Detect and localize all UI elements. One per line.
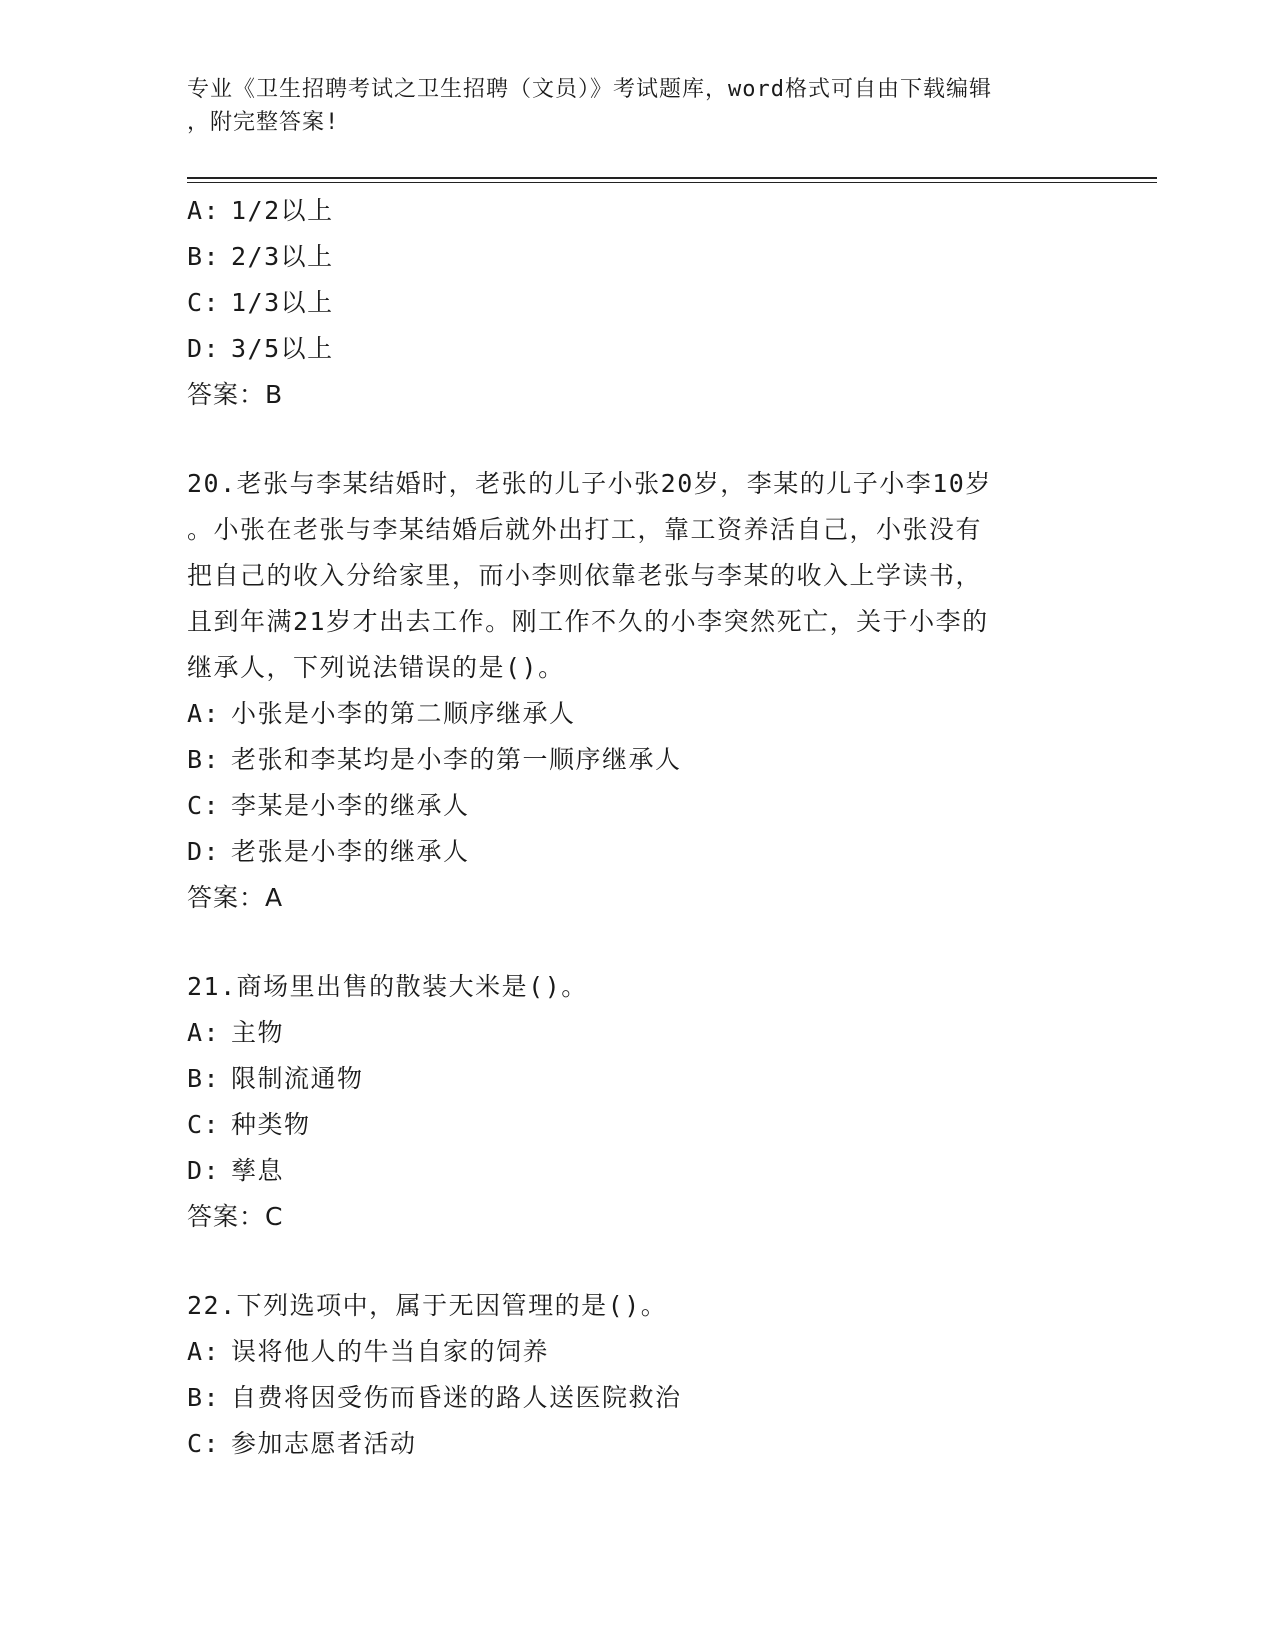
option-a: A: 1/2以上 [187, 196, 334, 225]
answer-line: 答案：B [187, 380, 284, 409]
option-d: D: 孳息 [187, 1156, 285, 1185]
question-19-tail [187, 188, 1087, 418]
question-content [187, 188, 1087, 1467]
option-b: B: 限制流通物 [187, 1064, 364, 1093]
question-21 [187, 964, 1087, 1240]
question-stem-line: 22.下列选项中，属于无因管理的是()。 [187, 1291, 668, 1320]
question-stem-line: 继承人，下列说法错误的是()。 [187, 653, 565, 682]
option-d: D: 3/5以上 [187, 334, 334, 363]
question-22 [187, 1283, 1087, 1467]
question-stem-line: 且到年满21岁才出去工作。刚工作不久的小李突然死亡，关于小李的 [187, 607, 989, 636]
option-c: C: 种类物 [187, 1110, 311, 1139]
document-header [187, 73, 1087, 139]
question-stem-line: 把自己的收入分给家里，而小李则依靠老张与李某的收入上学读书， [187, 561, 983, 590]
question-20 [187, 461, 1087, 921]
option-c: C: 参加志愿者活动 [187, 1429, 417, 1458]
option-c: C: 李某是小李的继承人 [187, 791, 470, 820]
option-b: B: 自费将因受伤而昏迷的路人送医院救治 [187, 1383, 682, 1412]
question-stem-line: 21.商场里出售的散装大米是()。 [187, 972, 588, 1001]
header-line-1: 专业《卫生招聘考试之卫生招聘（文员）》考试题库，word格式可自由下载编辑 [187, 77, 992, 102]
option-a: A: 主物 [187, 1018, 285, 1047]
header-line-2: ，附完整答案! [187, 110, 340, 135]
question-stem-line: 20.老张与李某结婚时，老张的儿子小张20岁，李某的儿子小李10岁 [187, 469, 992, 498]
option-b: B: 2/3以上 [187, 242, 334, 271]
answer-line: 答案：C [187, 1202, 284, 1231]
option-c: C: 1/3以上 [187, 288, 334, 317]
option-a: A: 误将他人的牛当自家的饲养 [187, 1337, 550, 1366]
question-stem-line: 。小张在老张与李某结婚后就外出打工，靠工资养活自己，小张没有 [187, 515, 983, 544]
option-b: B: 老张和李某均是小李的第一顺序继承人 [187, 745, 682, 774]
header-rule-thin [187, 182, 1157, 183]
header-rule-thick [187, 177, 1157, 179]
option-a: A: 小张是小李的第二顺序继承人 [187, 699, 576, 728]
option-d: D: 老张是小李的继承人 [187, 837, 470, 866]
answer-line: 答案：A [187, 883, 284, 912]
